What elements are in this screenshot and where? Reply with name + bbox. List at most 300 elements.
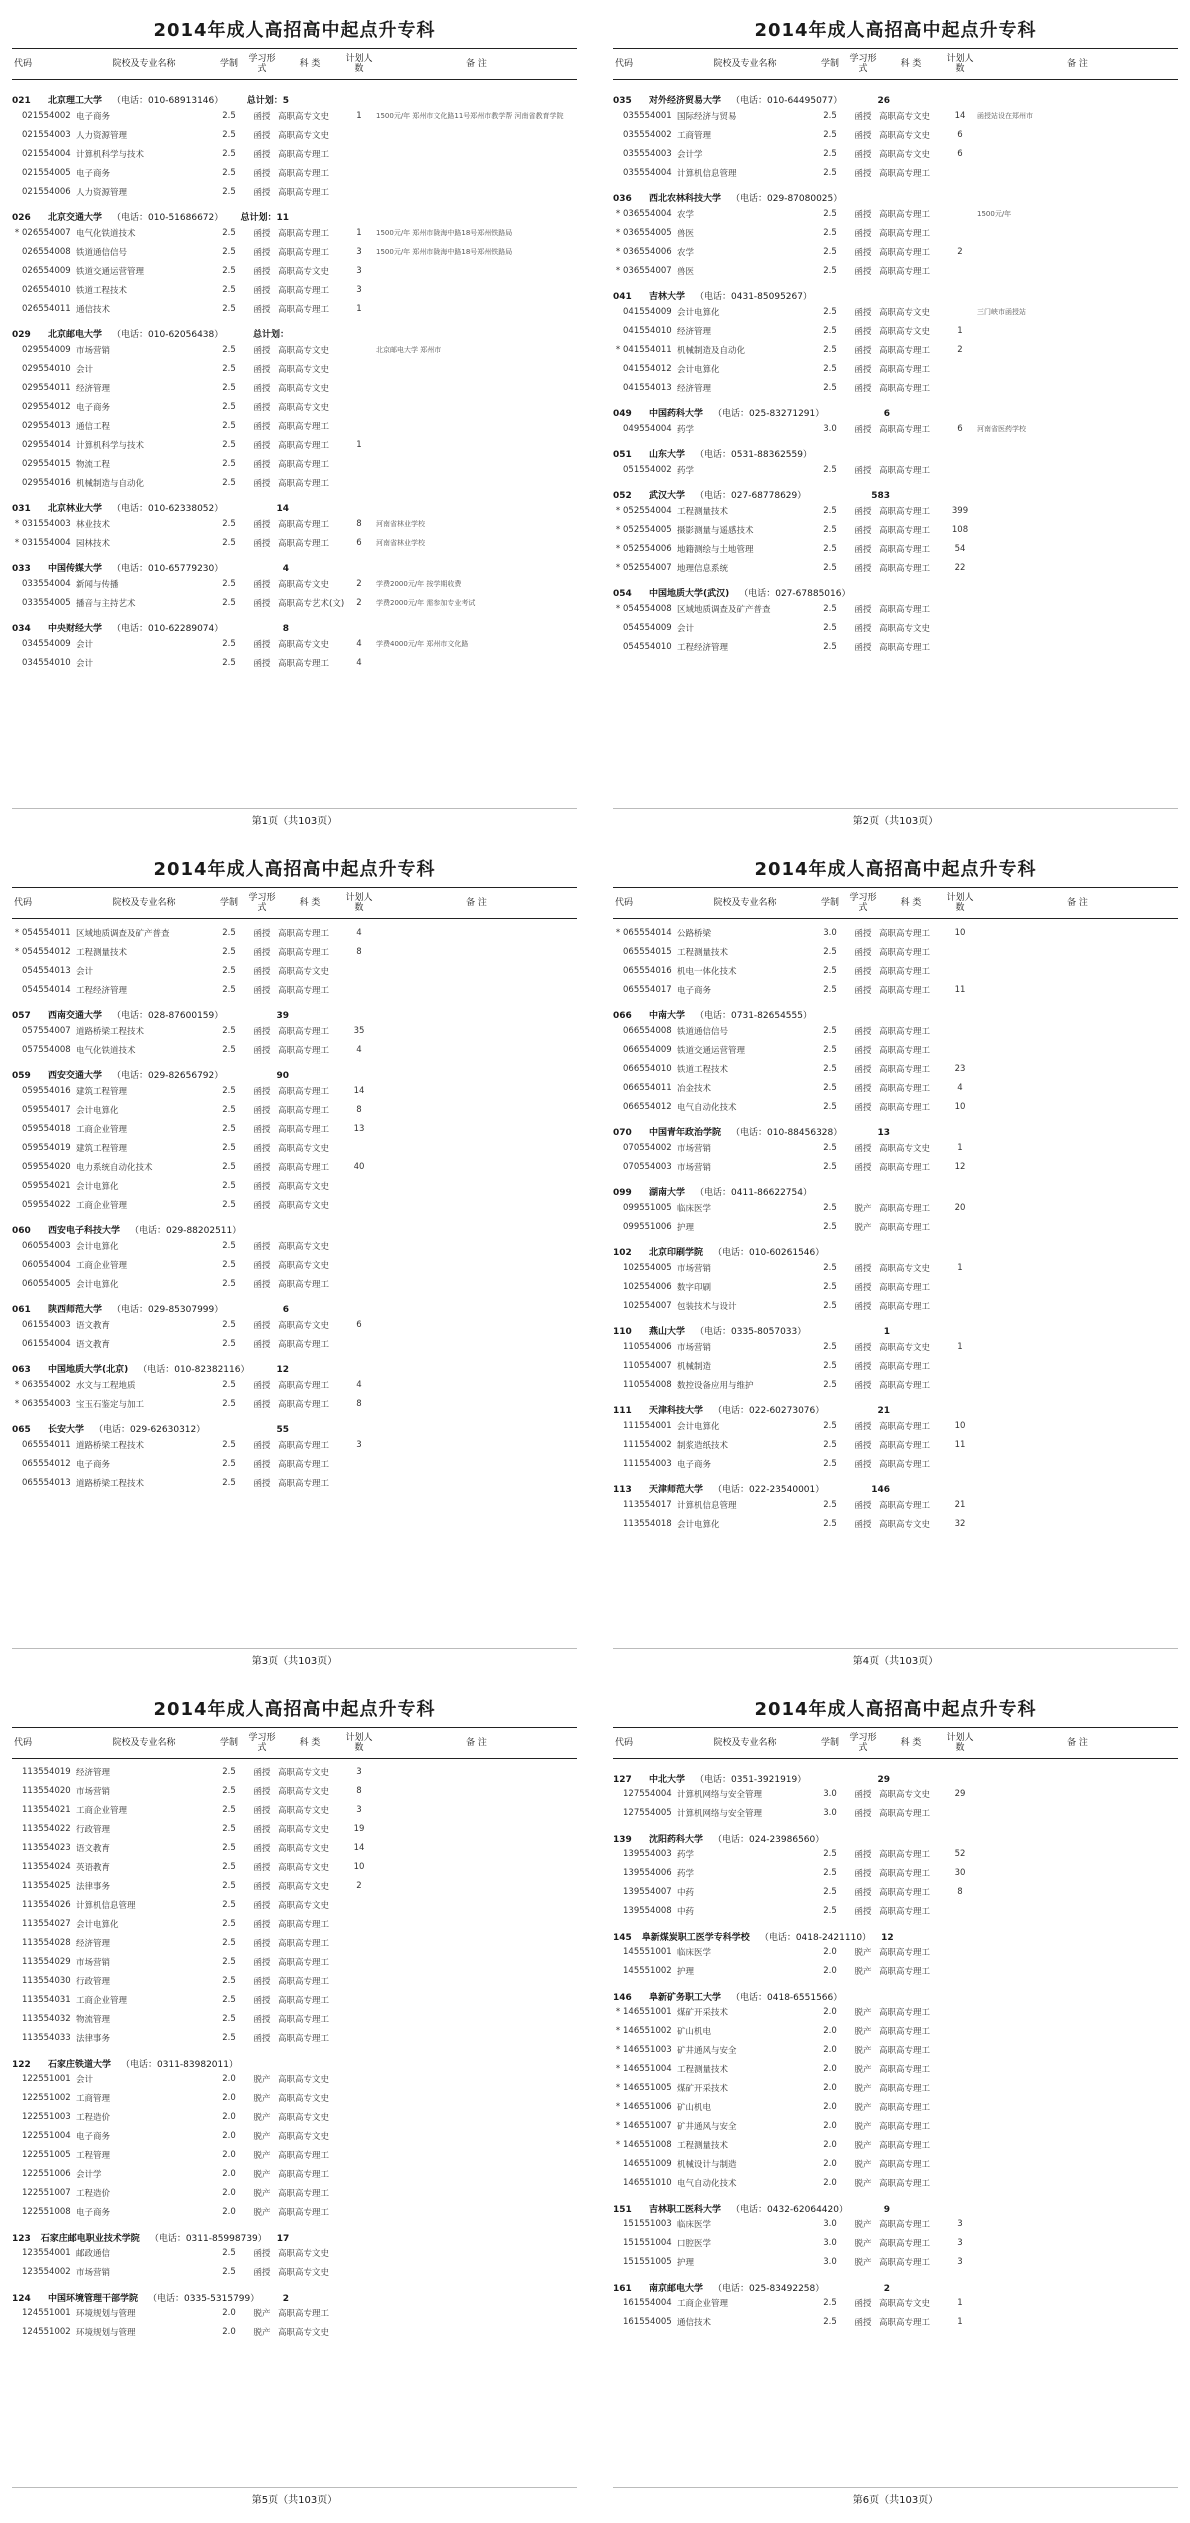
row-kl: 高职高专理工 [278,985,330,996]
row-jh: 14 [353,1843,365,1854]
row-xs: 函授 [854,209,872,220]
row-kl: 高职高专理工 [879,1282,931,1293]
table-row [613,1864,1178,1883]
row-code: 139554007 [623,1887,672,1898]
row-xs: 函授 [253,285,271,296]
school-total: 总计划： [252,330,289,340]
row-major: 口腔医学 [677,2239,712,2250]
row-kl: 高职高专文史 [879,623,931,634]
school-header [613,403,1178,419]
row-major: 包装技术与设计 [677,1301,737,1312]
row-kl: 高职高专理工 [278,519,330,530]
row-xz: 2.5 [222,1938,236,1949]
row-kl: 高职高专理工 [879,2220,931,2231]
row-mark: * [615,2045,621,2056]
table-row [12,1763,577,1782]
row-major: 建筑工程管理 [76,1086,128,1097]
row-xs: 函授 [854,1519,872,1530]
row-code: 065554017 [623,984,672,995]
row-major: 矿井通风与安全 [677,2122,737,2133]
row-kl: 高职高专理工 [278,187,330,198]
row-xs: 脱产 [253,2075,271,2086]
row-kl: 高职高专理工 [879,465,931,476]
row-code: 146551009 [623,2159,672,2170]
row-code: 033554004 [22,578,71,589]
row-code: 063554002 [22,1379,71,1390]
table-row [12,1991,577,2010]
school-header [613,2199,1178,2215]
row-jh: 35 [353,1025,365,1036]
row-xs: 函授 [253,304,271,315]
header-major: 院校及专业名称 [112,59,176,69]
row-xz: 2.5 [222,344,236,355]
row-jh: 1 [356,110,362,121]
school-phone: （电话：024-23986560） [713,1834,825,1845]
row-kl: 高职高专理工 [278,478,330,489]
row-xs: 函授 [854,1102,872,1113]
row-code: 161554004 [623,2298,672,2309]
row-xs: 函授 [253,1399,271,1410]
row-major: 市场营销 [677,1143,712,1154]
row-major: 电气自动化技术 [677,1102,737,1113]
school-code: 139 [613,1834,632,1845]
row-major: 工商企业管理 [76,1260,128,1271]
row-major: 电子商务 [76,111,111,122]
row-xz: 2.5 [222,1843,236,1854]
row-xz: 2.5 [222,927,236,938]
school-header [12,1359,577,1375]
row-major: 工商企业管理 [76,1996,128,2007]
school-total: 6 [883,409,890,419]
row-major: 建筑工程管理 [76,1143,128,1154]
row-kl: 高职高专文史 [278,266,330,277]
school-phone: （电话：025-83492258） [713,2283,825,2294]
row-xz: 2.5 [823,946,837,957]
row-kl: 高职高专理工 [879,2122,931,2133]
table-row [613,321,1178,340]
row-code: 113554028 [22,1938,71,1949]
school-code: 102 [613,1248,632,1259]
row-xz: 2.5 [222,420,236,431]
row-xz: 2.5 [222,1278,236,1289]
school-header [613,1479,1178,1495]
row-xz: 2.0 [222,2150,236,2161]
row-code: 124551002 [22,2327,71,2338]
table-row [613,942,1178,961]
row-kl: 高职高专理工 [278,947,330,958]
row-xs: 函授 [253,1320,271,1331]
school-header [613,1987,1178,2003]
row-major: 铁道工程技术 [76,285,128,296]
table-row [613,2313,1178,2332]
row-kl: 高职高专文史 [278,1901,330,1912]
table-row [613,302,1178,321]
school-code: 034 [12,624,31,634]
row-major: 会计电算化 [677,1421,720,1432]
table-row [613,2174,1178,2193]
row-jh: 10 [954,927,966,938]
row-mark: * [615,543,621,554]
row-xz: 2.5 [823,1025,837,1036]
row-code: 113554025 [22,1881,71,1892]
row-jh: 10 [954,1101,966,1112]
row-mark: * [615,265,621,276]
row-xz: 2.5 [823,1082,837,1093]
header-jh: 计划人数 [946,54,974,74]
row-jh: 3 [356,1439,362,1450]
row-xs: 函授 [253,1339,271,1350]
table-row [12,942,577,961]
table-row [613,520,1178,539]
row-xs: 函授 [854,506,872,517]
row-xz: 2.5 [222,1142,236,1153]
school-total: 6 [282,1305,289,1316]
row-xs: 函授 [253,187,271,198]
row-xz: 2.5 [222,1824,236,1835]
school-code: 061 [12,1305,31,1316]
row-xz: 2.5 [222,1319,236,1330]
row-major: 工商企业管理 [677,2299,729,2310]
school-phone: （电话：0411-86622754） [695,1188,812,1199]
row-code: 059554017 [22,1104,71,1115]
row-xz: 2.5 [222,1767,236,1778]
row-code: 029554012 [22,401,71,412]
row-xz: 2.5 [222,382,236,393]
row-code: 026554011 [22,303,71,314]
row-code: 061554003 [22,1319,71,1330]
row-xs: 函授 [253,1977,271,1988]
row-xs: 函授 [253,639,271,650]
row-xs: 函授 [253,1958,271,1969]
row-code: 065554012 [22,1458,71,1469]
table-row [12,2010,577,2029]
school-name: 北京印刷学院 [649,1248,704,1259]
row-xz: 2.5 [823,382,837,393]
row-code: 113554021 [22,1805,71,1816]
row-kl: 高职高专文史 [278,111,330,122]
row-kl: 高职高专文史 [278,364,330,375]
school-code: 066 [613,1011,632,1022]
row-xs: 函授 [854,383,872,394]
row-xs: 函授 [253,383,271,394]
table-row [12,1782,577,1801]
row-xs: 函授 [854,424,872,435]
row-major: 水文与工程地质 [76,1380,136,1391]
row-major: 中药 [677,1888,695,1899]
school-total: 2 [282,2293,289,2304]
row-code: 065554014 [623,927,672,938]
row-xz: 2.5 [823,622,837,633]
row-xz: 2.5 [823,344,837,355]
row-jh: 32 [954,1518,966,1529]
school-code: 021 [12,96,31,106]
row-major: 邮政通信 [76,2249,111,2260]
row-xs: 函授 [253,1260,271,1271]
table-row [12,2304,577,2323]
table-row [613,359,1178,378]
school-header [613,485,1178,501]
row-code: 113554017 [623,1499,672,1510]
school-phone: （电话：0531-88362559） [695,450,812,460]
row-mark: * [14,946,20,957]
row-code: 113554024 [22,1862,71,1873]
row-xz: 2.5 [823,1518,837,1529]
row-jh: 30 [954,1868,966,1879]
table-row [613,163,1178,182]
row-jh: 1 [356,439,362,450]
row-mark: * [14,1379,20,1390]
table-header [613,1727,1178,1759]
row-major: 会计 [76,658,94,669]
row-xs: 函授 [253,966,271,977]
row-kl: 高职高专理工 [278,149,330,160]
row-xz: 2.0 [823,2140,837,2151]
row-jh: 12 [954,1161,966,1172]
row-major: 市场营销 [76,2268,111,2279]
row-xs: 函授 [253,421,271,432]
school-code: 049 [613,409,632,419]
table-row [12,1896,577,1915]
row-mark: * [615,2007,621,2018]
row-xs: 函授 [854,1162,872,1173]
row-code: 060554004 [22,1259,71,1270]
row-kl: 高职高专文史 [278,966,330,977]
row-code: 054554008 [623,603,672,614]
table-row [12,2029,577,2048]
row-kl: 高职高专理工 [879,1888,931,1899]
row-xz: 3.0 [823,1808,837,1819]
row-code: 029554015 [22,458,71,469]
table-row [12,435,577,454]
page-title: 2014年成人高招高中起点升专科 [153,859,436,881]
row-xz: 2.0 [823,2178,837,2189]
row-major: 临床医学 [677,1203,712,1214]
school-total: 17 [276,2233,290,2244]
row-major: 英语教育 [76,1863,111,1874]
row-jh: 8 [957,1887,963,1898]
row-xs: 函授 [253,1863,271,1874]
row-xz: 2.0 [222,2074,236,2085]
row-kl: 高职高专文史 [278,2075,330,2086]
row-code: 041554010 [623,325,672,336]
row-major: 环境规划与管理 [76,2328,136,2339]
row-kl: 高职高专理工 [879,1361,931,1372]
table-row [613,1435,1178,1454]
school-name: 中国环境管理干部学院 [48,2293,139,2304]
school-phone: （电话：027-68778629） [695,491,807,501]
row-major: 煤矿开采技术 [677,2084,729,2095]
row-jh: 11 [954,1439,966,1450]
school-name: 天津师范大学 [649,1485,704,1496]
table-row [12,1858,577,1877]
row-code: 052554004 [623,505,672,516]
row-code: 059554021 [22,1180,71,1191]
row-jh: 19 [353,1824,365,1835]
row-xz: 2.5 [823,2317,837,2328]
row-xz: 2.0 [823,2045,837,2056]
header-code: 代码 [14,59,33,69]
school-code: 036 [613,194,632,204]
row-xz: 3.0 [823,423,837,434]
row-kl: 高职高专理工 [278,1977,330,1988]
header-kl: 科 类 [900,1737,922,1748]
row-xz: 2.5 [222,1458,236,1469]
row-major: 语文教育 [76,1320,111,1331]
school-phone: （电话：027-67885016） [739,589,851,599]
school-total: 总计划：11 [240,213,289,223]
row-jh: 10 [353,1862,365,1873]
school-phone: （电话：010-62338052） [112,504,224,514]
school-phone: （电话：0418-6551566） [731,1992,843,2003]
row-mark: * [615,2026,621,2037]
row-xs: 脱产 [854,2046,872,2057]
row-major: 数字印刷 [677,1282,712,1293]
header-xz: 学制 [820,59,839,69]
header-note: 备 注 [466,59,487,69]
row-major: 工商管理 [677,130,712,141]
header-xz: 学制 [219,898,238,909]
row-mark: * [615,927,621,938]
row-jh: 6 [356,537,362,548]
row-jh: 4 [356,1379,362,1390]
row-kl: 高职高专文史 [278,2268,330,2279]
row-xs: 函授 [854,307,872,318]
row-kl: 高职高专文史 [278,383,330,394]
row-code: 122551003 [22,2112,71,2123]
row-code: 033554005 [22,597,71,608]
header-note: 备 注 [466,898,487,909]
table-row [12,980,577,999]
row-xs: 函授 [253,579,271,590]
row-xs: 函授 [253,1478,271,1489]
row-major: 护理 [677,1222,695,1233]
row-kl: 高职高专文史 [278,1806,330,1817]
row-major: 语文教育 [76,1844,111,1855]
row-jh: 3 [356,1805,362,1816]
row-major: 机械制造及自动化 [677,345,746,356]
row-kl: 高职高专理工 [879,2141,931,2152]
row-kl: 高职高专理工 [879,2065,931,2076]
row-code: 065554011 [22,1439,71,1450]
row-xz: 2.5 [823,641,837,652]
row-xz: 2.0 [222,2207,236,2218]
row-xs: 脱产 [854,2122,872,2133]
row-xz: 2.5 [823,1341,837,1352]
table-row [12,1934,577,1953]
row-major: 园林技术 [76,538,111,549]
row-xz: 2.5 [823,965,837,976]
school-code: 099 [613,1188,632,1199]
row-xz: 2.5 [222,1379,236,1390]
row-xs: 函授 [253,266,271,277]
school-code: 026 [12,213,31,223]
row-xz: 2.5 [222,1180,236,1191]
row-xs: 函授 [253,2015,271,2026]
table-row [12,1394,577,1413]
row-mark: * [14,1398,20,1409]
page-title: 2014年成人高招高中起点升专科 [754,1698,1037,1720]
school-header [613,444,1178,460]
row-code: 111554003 [623,1458,672,1469]
school-phone: （电话：029-88202511） [130,1226,242,1237]
school-code: 110 [613,1327,632,1338]
row-code: 041554012 [623,363,672,374]
table-body [613,80,1178,808]
row-major: 公路桥梁 [677,928,712,939]
row-xz: 2.5 [222,186,236,197]
row-xz: 2.5 [222,458,236,469]
school-header [613,583,1178,599]
row-major: 矿井通风与安全 [677,2046,737,2057]
document-spread [12,14,1178,2514]
table-row [613,2234,1178,2253]
row-xs: 函授 [854,563,872,574]
row-xz: 2.5 [222,1085,236,1096]
row-xz: 2.5 [222,129,236,140]
school-header [613,1122,1178,1138]
row-xz: 2.5 [222,638,236,649]
table-row [12,280,577,299]
school-code: 060 [12,1226,31,1237]
row-code: 113554019 [22,1767,71,1778]
school-total: 26 [877,96,890,106]
row-kl: 高职高专理工 [278,1124,330,1135]
row-xz: 2.5 [823,1142,837,1153]
row-kl: 高职高专文史 [879,130,931,141]
school-name: 中央财经大学 [48,624,103,634]
table-row [613,2022,1178,2041]
row-xz: 2.5 [823,1044,837,1055]
row-xz: 2.5 [823,1887,837,1898]
row-kl: 高职高专理工 [879,544,931,555]
row-kl: 高职高专文史 [278,579,330,590]
row-kl: 高职高专理工 [879,563,931,574]
table-row [613,125,1178,144]
row-xz: 2.0 [222,2308,236,2319]
row-major: 农学 [677,247,695,258]
row-xs: 函授 [253,1380,271,1391]
row-code: 113554023 [22,1843,71,1854]
school-phone: （电话：010-65779230） [112,564,224,574]
header-xz: 学制 [820,898,839,909]
table-row [12,2146,577,2165]
table-row [613,106,1178,125]
row-kl: 高职高专理工 [879,2239,931,2250]
header-kl: 科 类 [299,1737,321,1748]
row-xs: 函授 [253,1279,271,1290]
row-kl: 高职高专理工 [278,2208,330,2219]
row-xz: 2.5 [823,1161,837,1172]
page-title: 2014年成人高招高中起点升专科 [754,20,1037,41]
row-xz: 2.5 [823,464,837,475]
row-xs: 函授 [253,658,271,669]
row-xz: 2.5 [823,208,837,219]
row-kl: 高职高专理工 [879,345,931,356]
row-kl: 高职高专艺术(文) [278,598,345,609]
table-row [12,1157,577,1176]
row-major: 工程测量技术 [677,947,729,958]
page-1 [12,14,577,835]
table-row [613,2060,1178,2079]
row-xs: 脱产 [854,2103,872,2114]
school-header [613,1400,1178,1416]
row-kl: 高职高专理工 [879,947,931,958]
row-xz: 2.0 [222,2131,236,2142]
table-row [12,1877,577,1896]
row-xz: 2.5 [222,1900,236,1911]
row-xs: 脱产 [253,2189,271,2200]
school-total: 55 [276,1425,289,1436]
